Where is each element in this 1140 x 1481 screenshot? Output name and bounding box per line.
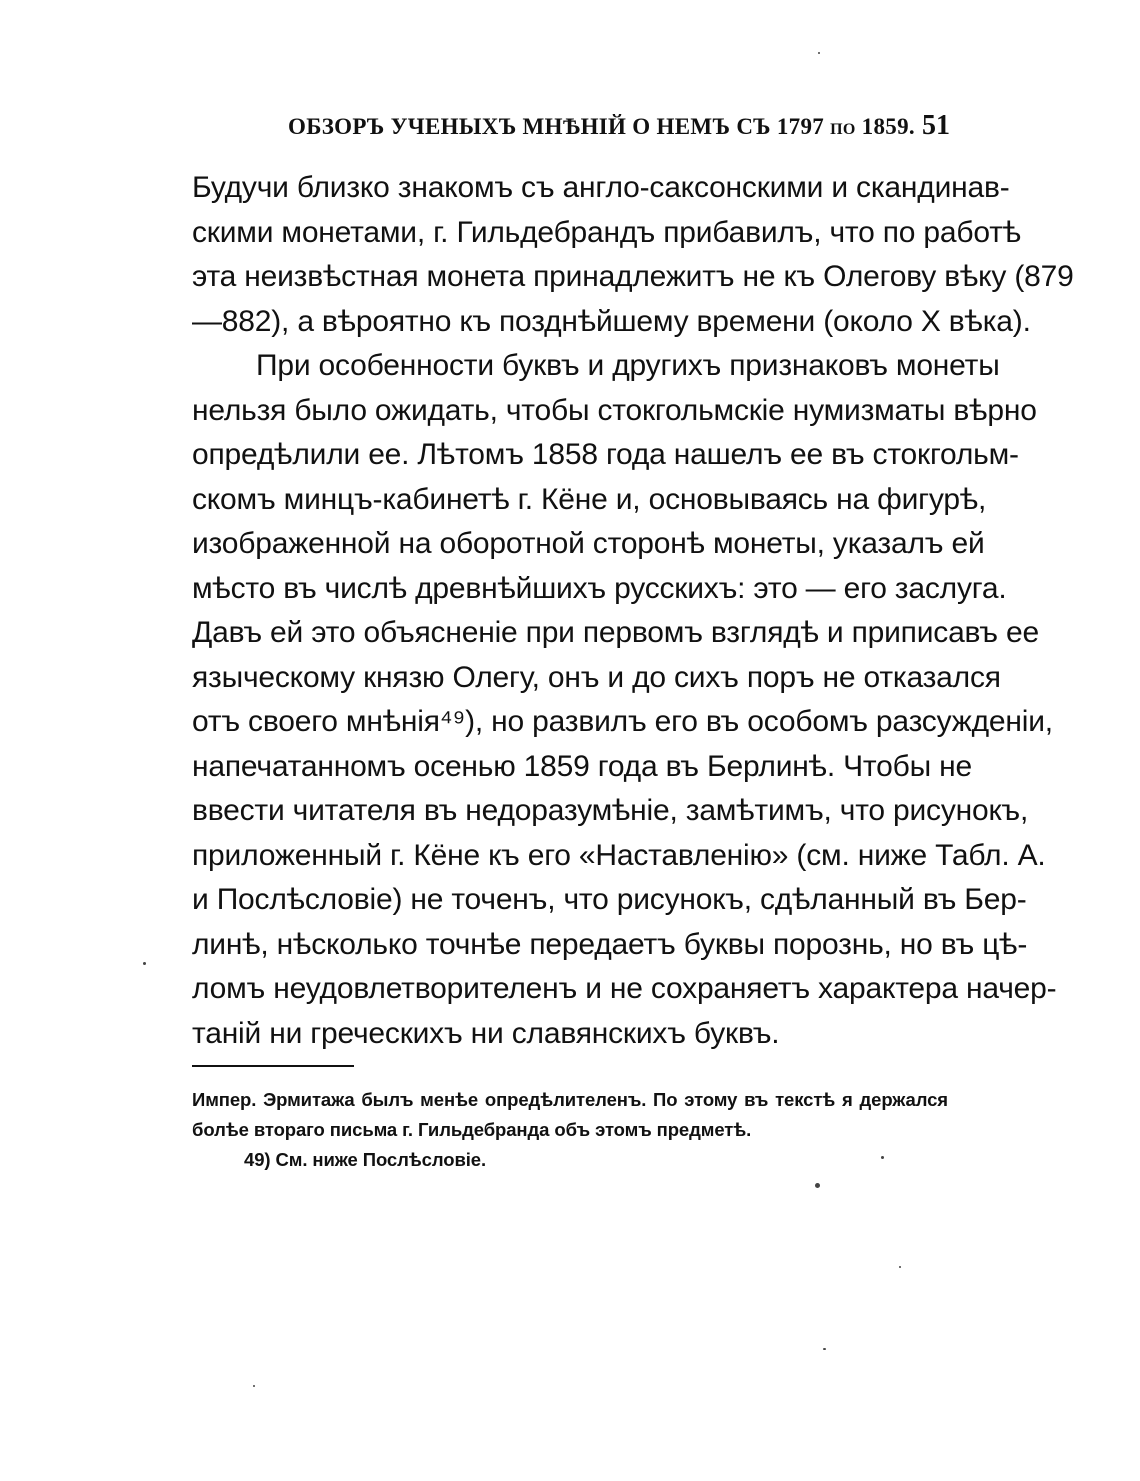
- text-line: напечатанномъ осенью 1859 года въ Берлинѣ. Чтобы не: [192, 749, 972, 783]
- text-line: нельзя было ожидать, чтобы стокгольмскіе нумизматы вѣрно: [192, 393, 1037, 427]
- text-line: эта неизвѣстная монета принадлежитъ не къ Олегову вѣку (879: [192, 260, 1074, 293]
- text-line: ввести читателя въ недоразумѣніе, замѣтимъ, что рисунокъ,: [192, 794, 1029, 827]
- running-head: [288, 108, 950, 144]
- text-line: мѣсто въ числѣ древнѣйшихъ русскихъ: это — его заслуга.: [192, 571, 1007, 605]
- text-line: и Послѣсловіе) не точенъ, что рисунокъ, сдѣланный въ Бер-: [192, 883, 1027, 916]
- text-line: отъ своего мнѣнія⁴⁹), но развилъ его въ особомъ разсужденіи,: [192, 705, 1053, 738]
- footnotes: [192, 1085, 948, 1175]
- body-text: [192, 166, 1074, 1056]
- text-line: ломъ неудовлетворителенъ и не сохраняетъ характера начер-: [192, 972, 1057, 1005]
- text-line: языческому князю Олегу, онъ и до сихъ поръ не отказался: [192, 660, 1001, 694]
- text-line: Будучи близко знакомъ съ англо-саксонскими и скандинав-: [192, 171, 1010, 204]
- text-line: скими монетами, г. Гильдебрандъ прибавилъ, что по работѣ: [192, 215, 1021, 249]
- footnote-line: болѣе втораго письма г. Гильдебранда объ этомъ предметѣ.: [192, 1119, 752, 1140]
- footnote-49: 49) См. ниже Послѣсловіе.: [244, 1149, 486, 1170]
- scan-speck: [815, 1183, 820, 1188]
- text-line: линѣ, нѣсколько точнѣе передаетъ буквы порознь, но въ цѣ-: [192, 927, 1028, 961]
- scan-speck: [881, 1156, 884, 1159]
- page-number: 51: [922, 110, 950, 141]
- text-line: опредѣлили ее. Лѣтомъ 1858 года нашелъ ее въ стокгольм-: [192, 438, 1019, 471]
- text-line: изображенной на оборотной сторонѣ монеты, указалъ ей: [192, 527, 985, 560]
- scan-speck: [253, 1385, 255, 1387]
- text-line: приложенный г. Кёне къ его «Наставленію» (см. ниже Табл. А.: [192, 838, 1046, 872]
- scan-speck: [823, 1348, 826, 1350]
- scan-speck: [143, 962, 146, 965]
- text-line: таній ни греческихъ ни славянскихъ буквъ.: [192, 1016, 780, 1050]
- text-line: скомъ минцъ-кабинетѣ г. Кёне и, основываясь на фигурѣ,: [192, 482, 987, 516]
- footnote-divider: [192, 1065, 354, 1067]
- text-line: При особенности буквъ и другихъ признаковъ монеты: [256, 349, 1000, 382]
- scan-speck: [818, 52, 820, 54]
- scan-speck: [899, 1266, 901, 1268]
- footnote-line: Импер. Эрмитажа былъ менѣе опредѣлителенъ. По этому въ текстѣ я держался: [192, 1089, 948, 1110]
- running-head-title: ОБЗОРЪ УЧЕНЫХЪ МНѢНІЙ О НЕМЪ СЪ 1797 по 1859.: [288, 114, 915, 139]
- text-line: —882), а вѣроятно къ позднѣйшему времени (около X вѣка).: [192, 304, 1031, 338]
- text-line: Давъ ей это объясненіе при первомъ взглядѣ и приписавъ ее: [192, 616, 1039, 649]
